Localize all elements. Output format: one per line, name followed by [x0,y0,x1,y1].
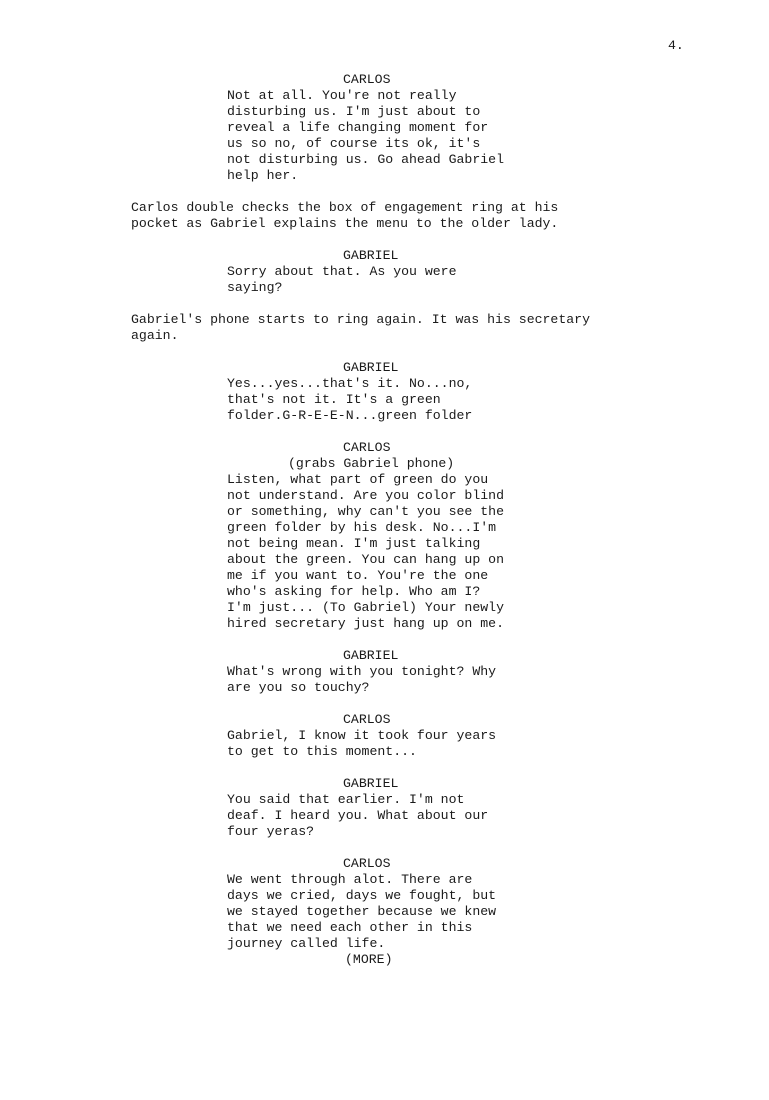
dialogue-line: to get to this moment... [227,744,417,759]
dialogue-block [131,88,731,184]
dialogue-line: disturbing us. I'm just about to [227,104,481,119]
dialogue-line: hired secretary just hang up on me. [227,616,504,631]
dialogue-line: help her. [227,168,299,183]
dialogue-line: I'm just... (To Gabriel) Your newly [227,600,504,615]
dialogue-line: about the green. You can hang up on [227,552,504,567]
dialogue-line: four yeras? [227,824,315,839]
dialogue-line: we stayed together because we knew [227,904,497,919]
parenthetical: (grabs Gabriel phone) [288,456,455,471]
action-block [131,200,731,232]
page-number: 4. [668,38,684,53]
dialogue-line: me if you want to. You're the one [227,568,489,583]
dialogue-line: are you so touchy? [227,680,370,695]
action-line: Carlos double checks the box of engagement ring at his [131,200,559,215]
dialogue-block [131,792,731,840]
character-name: CARLOS [343,440,391,455]
dialogue-block [131,376,731,424]
block-spacer [131,760,731,776]
action-line: Gabriel's phone starts to ring again. It was his secretary [131,312,590,327]
dialogue-line: Listen, what part of green do you [227,472,489,487]
action-line: pocket as Gabriel explains the menu to the older lady. [131,216,559,231]
block-spacer [131,632,731,648]
dialogue-block [131,664,731,696]
script-body [131,72,731,968]
block-spacer [131,696,731,712]
dialogue-line: green folder by his desk. No...I'm [227,520,497,535]
block-spacer [131,232,731,248]
character-name: GABRIEL [343,248,399,263]
dialogue-block [131,728,731,760]
character-name: CARLOS [343,712,391,727]
dialogue-line: saying? [227,280,283,295]
dialogue-line: folder.G-R-E-E-N...green folder [227,408,473,423]
character-name: GABRIEL [343,360,399,375]
block-spacer [131,184,731,200]
dialogue-line: journey called life. [227,936,386,951]
action-block [131,312,731,344]
dialogue-line: deaf. I heard you. What about our [227,808,489,823]
dialogue-block [131,872,731,952]
dialogue-line: not disturbing us. Go ahead Gabriel [227,152,504,167]
block-spacer [131,424,731,440]
dialogue-line: Gabriel, I know it took four years [227,728,497,743]
dialogue-line: not understand. Are you color blind [227,488,504,503]
dialogue-line: What's wrong with you tonight? Why [227,664,497,679]
dialogue-line: Not at all. You're not really [227,88,457,103]
character-name: CARLOS [343,72,391,87]
dialogue-line: Sorry about that. As you were [227,264,457,279]
dialogue-line: days we cried, days we fought, but [227,888,497,903]
dialogue-line: Yes...yes...that's it. No...no, [227,376,473,391]
dialogue-line: not being mean. I'm just talking [227,536,481,551]
block-spacer [131,296,731,312]
dialogue-line: or something, why can't you see the [227,504,504,519]
more-marker: (MORE) [345,952,393,967]
block-spacer [131,840,731,856]
character-name: CARLOS [343,856,391,871]
block-spacer [131,344,731,360]
dialogue-line: that we need each other in this [227,920,473,935]
dialogue-line: reveal a life changing moment for [227,120,489,135]
dialogue-line: us so no, of course its ok, it's [227,136,481,151]
character-name: GABRIEL [343,776,399,791]
dialogue-block [131,472,731,632]
action-line: again. [131,328,179,343]
dialogue-line: who's asking for help. Who am I? [227,584,481,599]
dialogue-line: We went through alot. There are [227,872,473,887]
dialogue-line: You said that earlier. I'm not [227,792,465,807]
dialogue-block [131,264,731,296]
dialogue-line: that's not it. It's a green [227,392,441,407]
character-name: GABRIEL [343,648,399,663]
